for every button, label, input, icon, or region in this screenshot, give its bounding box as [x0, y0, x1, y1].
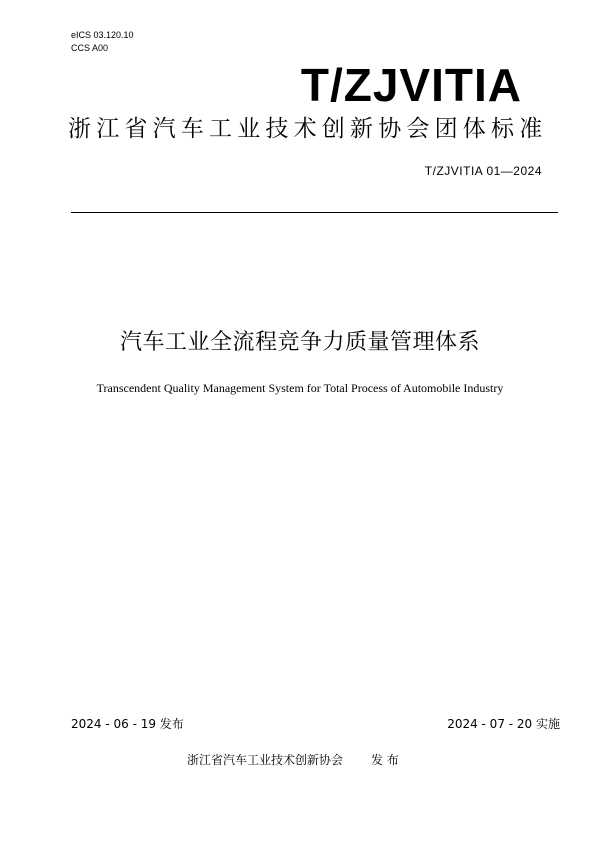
- publish-date: 2024 - 06 - 19 发布: [71, 717, 184, 731]
- ccs-code: CCS A00: [71, 43, 109, 53]
- organization-standard-title: 浙江省汽车工业技术创新协会团体标准: [68, 116, 548, 142]
- standard-number: T/ZJVITIA 01—2024: [424, 164, 542, 178]
- document-title-english: Transcendent Quality Management System for Total Process of Automobile Industry: [96, 381, 504, 395]
- publisher-line: [187, 752, 399, 768]
- publisher-action: 发 布: [371, 753, 399, 767]
- divider-line: [71, 212, 558, 213]
- implementation-date: 2024 - 07 - 20 实施: [447, 717, 560, 731]
- document-title-chinese: 汽车工业全流程竞争力质量管理体系: [119, 330, 480, 355]
- publisher-name: 浙江省汽车工业技术创新协会: [187, 753, 344, 767]
- ics-code: eICS 03.120.10: [71, 30, 134, 40]
- standard-logo: T/ZJVITIA: [300, 59, 522, 111]
